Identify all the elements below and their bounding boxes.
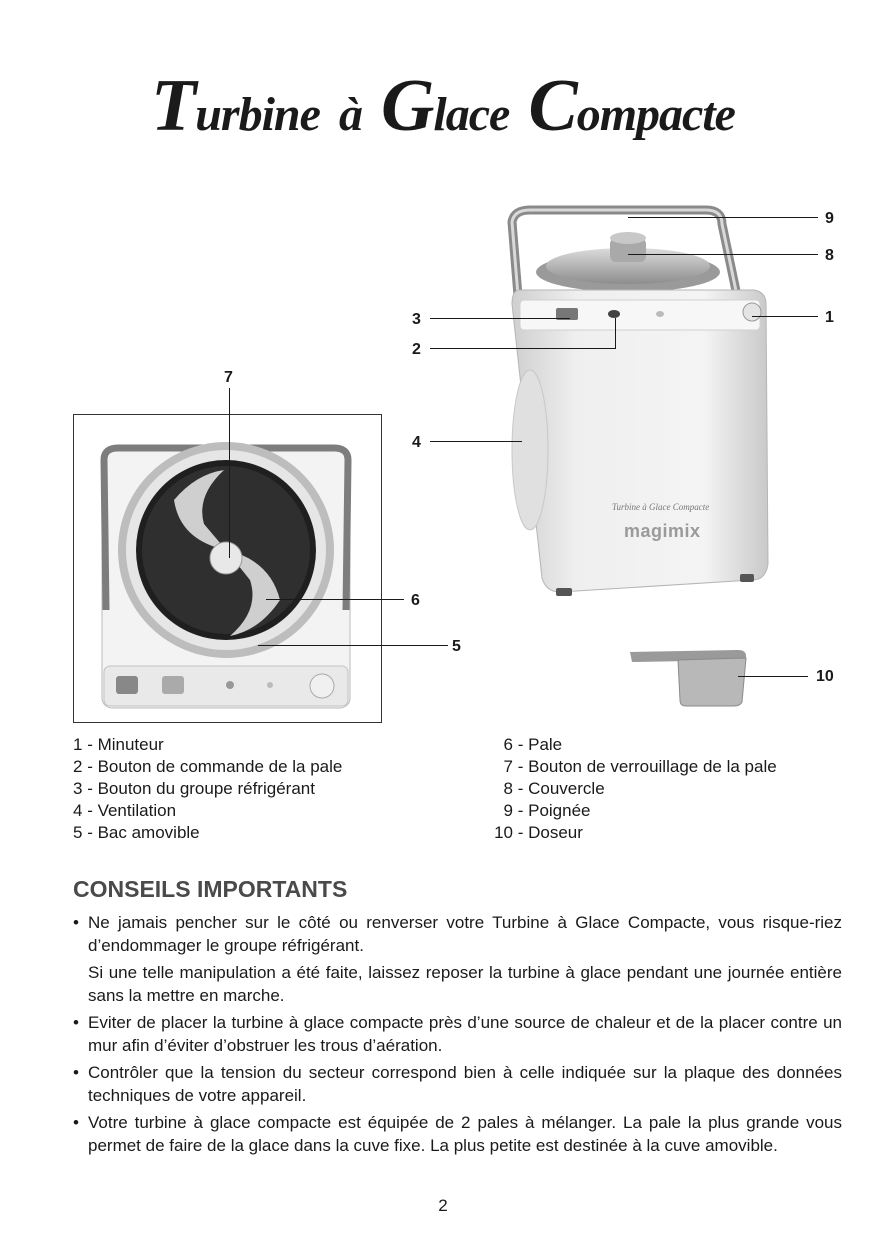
leader-line-8 [628, 254, 818, 255]
legend-item: 3 - Bouton du groupe réfrigérant [73, 779, 315, 798]
brand-logo: magimix [624, 521, 701, 541]
advice-bullet: • Eviter de placer la turbine à glace compacte près d’une source de chaleur et de la placer contre un mur afin d’éviter d’obstruer les trous d’aération. [73, 1013, 842, 1055]
callout-7: 7 [224, 369, 233, 386]
legend-item: 5 - Bac amovible [73, 823, 200, 842]
legend-item: 8 - Couvercle [503, 779, 605, 798]
leader-line-7 [229, 388, 230, 558]
callout-3: 3 [412, 311, 421, 328]
leader-line-9 [628, 217, 818, 218]
section-heading: CONSEILS IMPORTANTS [73, 876, 348, 902]
leader-line-1 [752, 316, 818, 317]
callout-6: 6 [411, 592, 420, 609]
callout-9: 9 [825, 210, 834, 227]
bullet-dot: • [73, 1013, 79, 1032]
callout-1: 1 [825, 309, 834, 326]
ice-cream-maker-illustration [490, 200, 790, 610]
callout-10: 10 [816, 668, 834, 685]
leader-line-5 [258, 645, 448, 646]
legend-item: 1 - Minuteur [73, 735, 164, 754]
leader-line-2 [430, 348, 616, 349]
device-label: Turbine à Glace Compacte [612, 502, 710, 512]
legend-item: 6 - Pale [503, 735, 563, 754]
legend-left [73, 734, 342, 844]
leader-line-3 [430, 318, 570, 319]
bullet-dot: • [73, 1063, 79, 1082]
legend-right [494, 734, 777, 844]
legend-item: 10 - Doseur [494, 823, 583, 842]
leader-line-6 [266, 599, 404, 600]
callout-5: 5 [452, 638, 461, 655]
leader-line-2-vertical [615, 318, 616, 349]
advice-bullet: • Contrôler que la tension du secteur correspond bien à celle indiquée sur la plaque des données techniques de votre appareil. [73, 1063, 842, 1105]
legend-item: 4 - Ventilation [73, 801, 177, 820]
leader-line-4 [430, 441, 522, 442]
legend-item: 2 - Bouton de commande de la pale [73, 757, 343, 776]
page-title: Turbine à Glace Compacte [151, 65, 735, 147]
leader-line-10 [738, 676, 808, 677]
bullet-dot: • [73, 1113, 79, 1132]
legend-item: 9 - Poignée [503, 801, 591, 820]
callout-2: 2 [412, 341, 421, 358]
bullet-dot: • [73, 913, 79, 932]
advice-bullet: • Votre turbine à glace compacte est équipée de 2 pales à mélanger. La pale la plus grande vous permet de faire de la glace dans la cuve fixe. La plus petite est destinée à la cuve amovible. [73, 1113, 842, 1155]
advice-list [73, 911, 842, 1161]
bowl-top-view-illustration [100, 440, 356, 710]
scoop-illustration [628, 646, 752, 708]
advice-paragraph: Si une telle manipulation a été faite, laissez reposer la turbine à glace pendant une journée entière sans la mettre en marche. [88, 963, 842, 1005]
callout-8: 8 [825, 247, 834, 264]
advice-bullet: • Ne jamais pencher sur le côté ou renverser votre Turbine à Glace Compacte, vous risque-riez d’endommager le groupe réfrigérant. [73, 913, 842, 955]
legend-item: 7 - Bouton de verrouillage de la pale [503, 757, 777, 776]
callout-4: 4 [412, 434, 421, 451]
page-number: 2 [438, 1196, 448, 1215]
